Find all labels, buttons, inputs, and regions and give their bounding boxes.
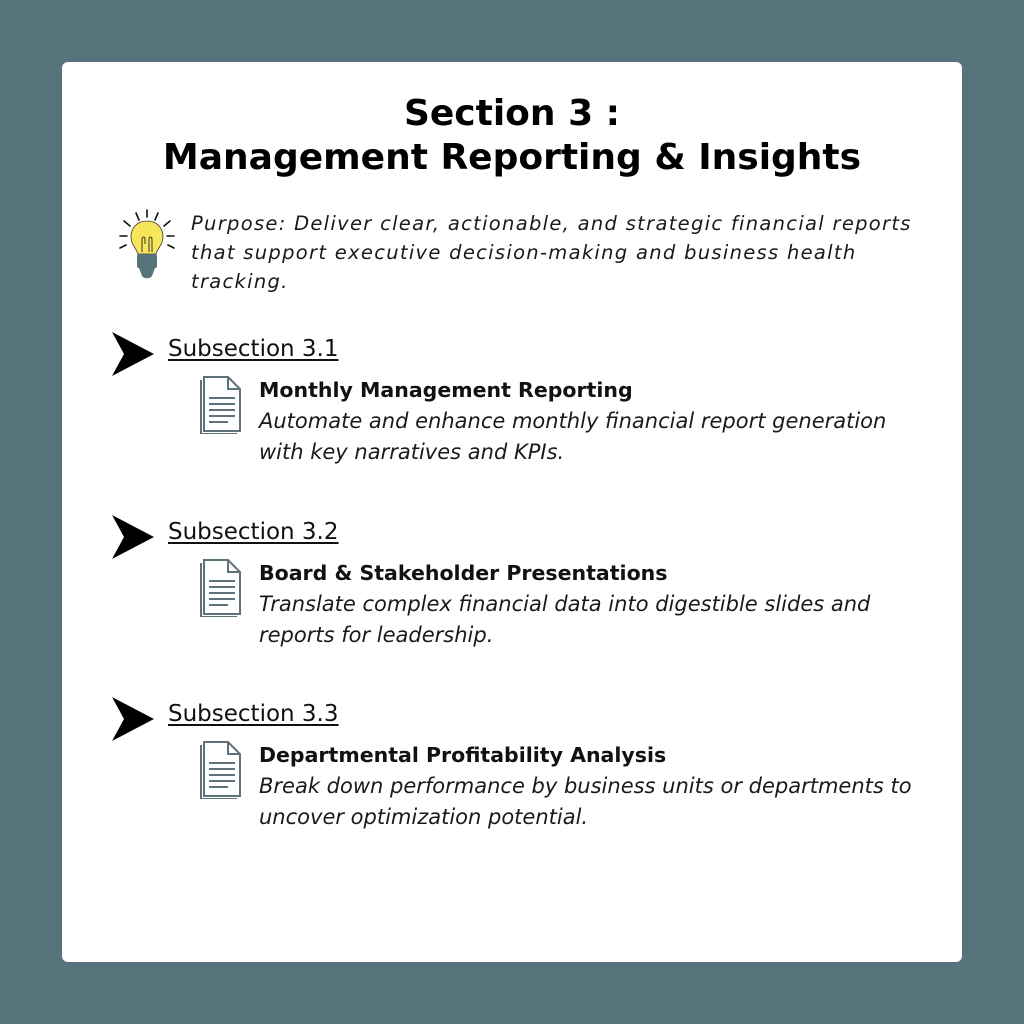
page-title xyxy=(62,92,962,180)
item-description: Translate complex financial data into digestible slides and reports for leadership. xyxy=(259,592,871,647)
lightbulb-icon xyxy=(112,208,182,284)
subsection-3-1 xyxy=(62,332,962,502)
subsection-label: Subsection 3.1 xyxy=(168,336,339,362)
purpose-text: Purpose: Deliver clear, actionable, and strategic financial reports that support executive decision-making and business health tracking. xyxy=(191,212,912,293)
item-title: Monthly Management Reporting xyxy=(259,378,633,402)
section-card xyxy=(62,62,962,962)
subsection-label: Subsection 3.2 xyxy=(168,519,339,545)
document-icon xyxy=(198,374,246,434)
arrow-icon xyxy=(112,697,154,741)
item-description: Break down performance by business units or departments to uncover optimization potential. xyxy=(259,774,912,829)
item-title: Departmental Profitability Analysis xyxy=(259,743,667,767)
item-description: Automate and enhance monthly financial report generation with key narratives and KPIs. xyxy=(259,409,887,464)
document-icon xyxy=(198,739,246,799)
page-title-line-2: Management Reporting & Insights xyxy=(162,137,862,178)
item-title: Board & Stakeholder Presentations xyxy=(259,561,668,585)
subsection-3-2 xyxy=(62,515,962,685)
page-title-line-1: Section 3 : xyxy=(403,93,621,134)
arrow-icon xyxy=(112,515,154,559)
arrow-icon xyxy=(112,332,154,376)
document-icon xyxy=(198,557,246,617)
subsection-3-3 xyxy=(62,697,962,867)
subsection-label: Subsection 3.3 xyxy=(168,701,339,727)
